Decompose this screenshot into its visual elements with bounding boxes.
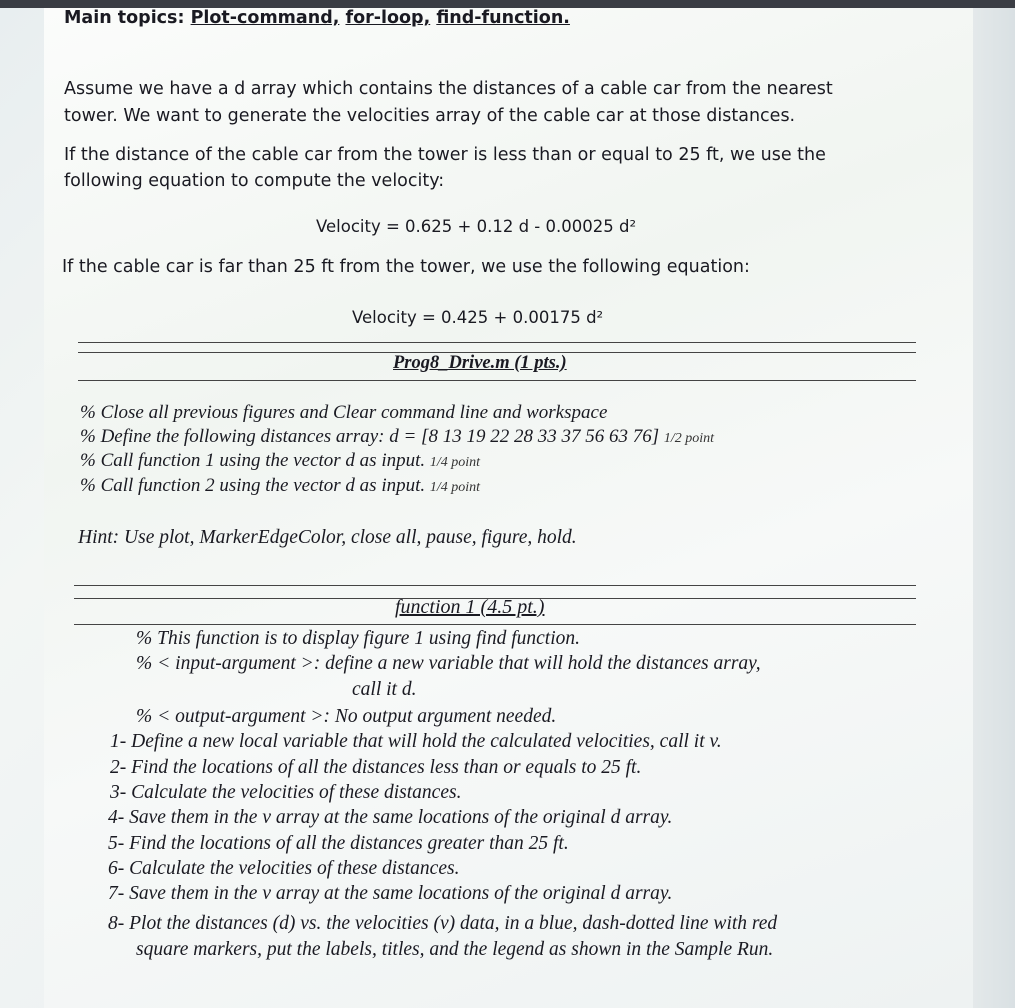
prog8-line-3-points: 1/4 point xyxy=(429,455,481,470)
velocity-equation-2: Velocity = 0.425 + 0.00175 d² xyxy=(352,308,604,327)
function1-step-8-cont: square markers, put the labels, titles, and the legend as shown in the Sample Run. xyxy=(136,939,774,960)
function1-header: function 1 (4.5 pt.) xyxy=(395,596,545,618)
intro-line-4: following equation to compute the velocity: xyxy=(64,171,445,191)
divider-top xyxy=(78,342,916,343)
function1-step-5: 5- Find the locations of all the distances greater than 25 ft. xyxy=(108,833,569,854)
function1-line-3: call it d. xyxy=(352,679,417,700)
function1-step-7: 7- Save them in the v array at the same locations of the original d array. xyxy=(108,883,673,904)
top-bezel xyxy=(0,0,1015,8)
function1-step-8: 8- Plot the distances (d) vs. the velocities (v) data, in a blue, dash-dotted line with red xyxy=(108,913,778,934)
intro-line-5: If the cable car is far than 25 ft from the tower, we use the following equation: xyxy=(62,257,750,277)
intro-line-2: tower. We want to generate the velocities array of the cable car at those distances. xyxy=(64,106,796,126)
divider-func-bottom xyxy=(74,624,916,625)
function1-line-2: % < input-argument >: define a new variable that will hold the distances array, xyxy=(136,653,761,674)
prog8-line-2-points: 1/2 point xyxy=(663,431,715,446)
divider-bottom xyxy=(78,380,916,381)
prog8-line-3-text: % Call function 1 using the vector d as input. xyxy=(80,450,426,471)
velocity-equation-1: Velocity = 0.625 + 0.12 d - 0.00025 d² xyxy=(316,217,637,236)
divider-func-top xyxy=(74,585,916,586)
prog8-line-4-text: % Call function 2 using the vector d as input. xyxy=(80,475,426,496)
function1-step-3: 3- Calculate the velocities of these distances. xyxy=(110,782,462,803)
function1-line-4: % < output-argument >: No output argument needed. xyxy=(136,706,557,727)
function1-step-2: 2- Find the locations of all the distances less than or equals to 25 ft. xyxy=(110,757,642,778)
topic-for-loop: for-loop, xyxy=(345,8,431,28)
prog8-line-1: % Close all previous figures and Clear command line and workspace xyxy=(80,402,608,423)
prog8-header: Prog8_Drive.m (1 pts.) xyxy=(393,353,567,373)
function1-line-1: % This function is to display figure 1 using find function. xyxy=(136,628,580,649)
topic-plot-command: Plot-command, xyxy=(190,8,340,28)
page-edge xyxy=(973,8,1015,1008)
prog8-line-3 xyxy=(80,450,480,472)
function1-step-1: 1- Define a new local variable that will hold the calculated velocities, call it v. xyxy=(110,731,722,752)
prog8-line-2-text: % Define the following distances array: d = [8 13 19 22 28 33 37 56 63 76] xyxy=(80,426,660,447)
topic-find-function: find-function. xyxy=(436,8,570,28)
title-prefix: Main topics: xyxy=(64,8,191,28)
prog8-line-2 xyxy=(80,426,714,448)
function1-step-6: 6- Calculate the velocities of these distances. xyxy=(108,858,460,879)
intro-line-1: Assume we have a d array which contains the distances of a cable car from the nearest xyxy=(64,79,833,99)
page-title xyxy=(64,8,570,28)
prog8-line-4-points: 1/4 point xyxy=(429,480,481,495)
prog8-line-4 xyxy=(80,475,480,497)
hint-text: Hint: Use plot, MarkerEdgeColor, close all, pause, figure, hold. xyxy=(78,527,577,548)
intro-line-3: If the distance of the cable car from the tower is less than or equal to 25 ft, we use the xyxy=(64,145,826,165)
function1-step-4: 4- Save them in the v array at the same locations of the original d array. xyxy=(108,807,673,828)
